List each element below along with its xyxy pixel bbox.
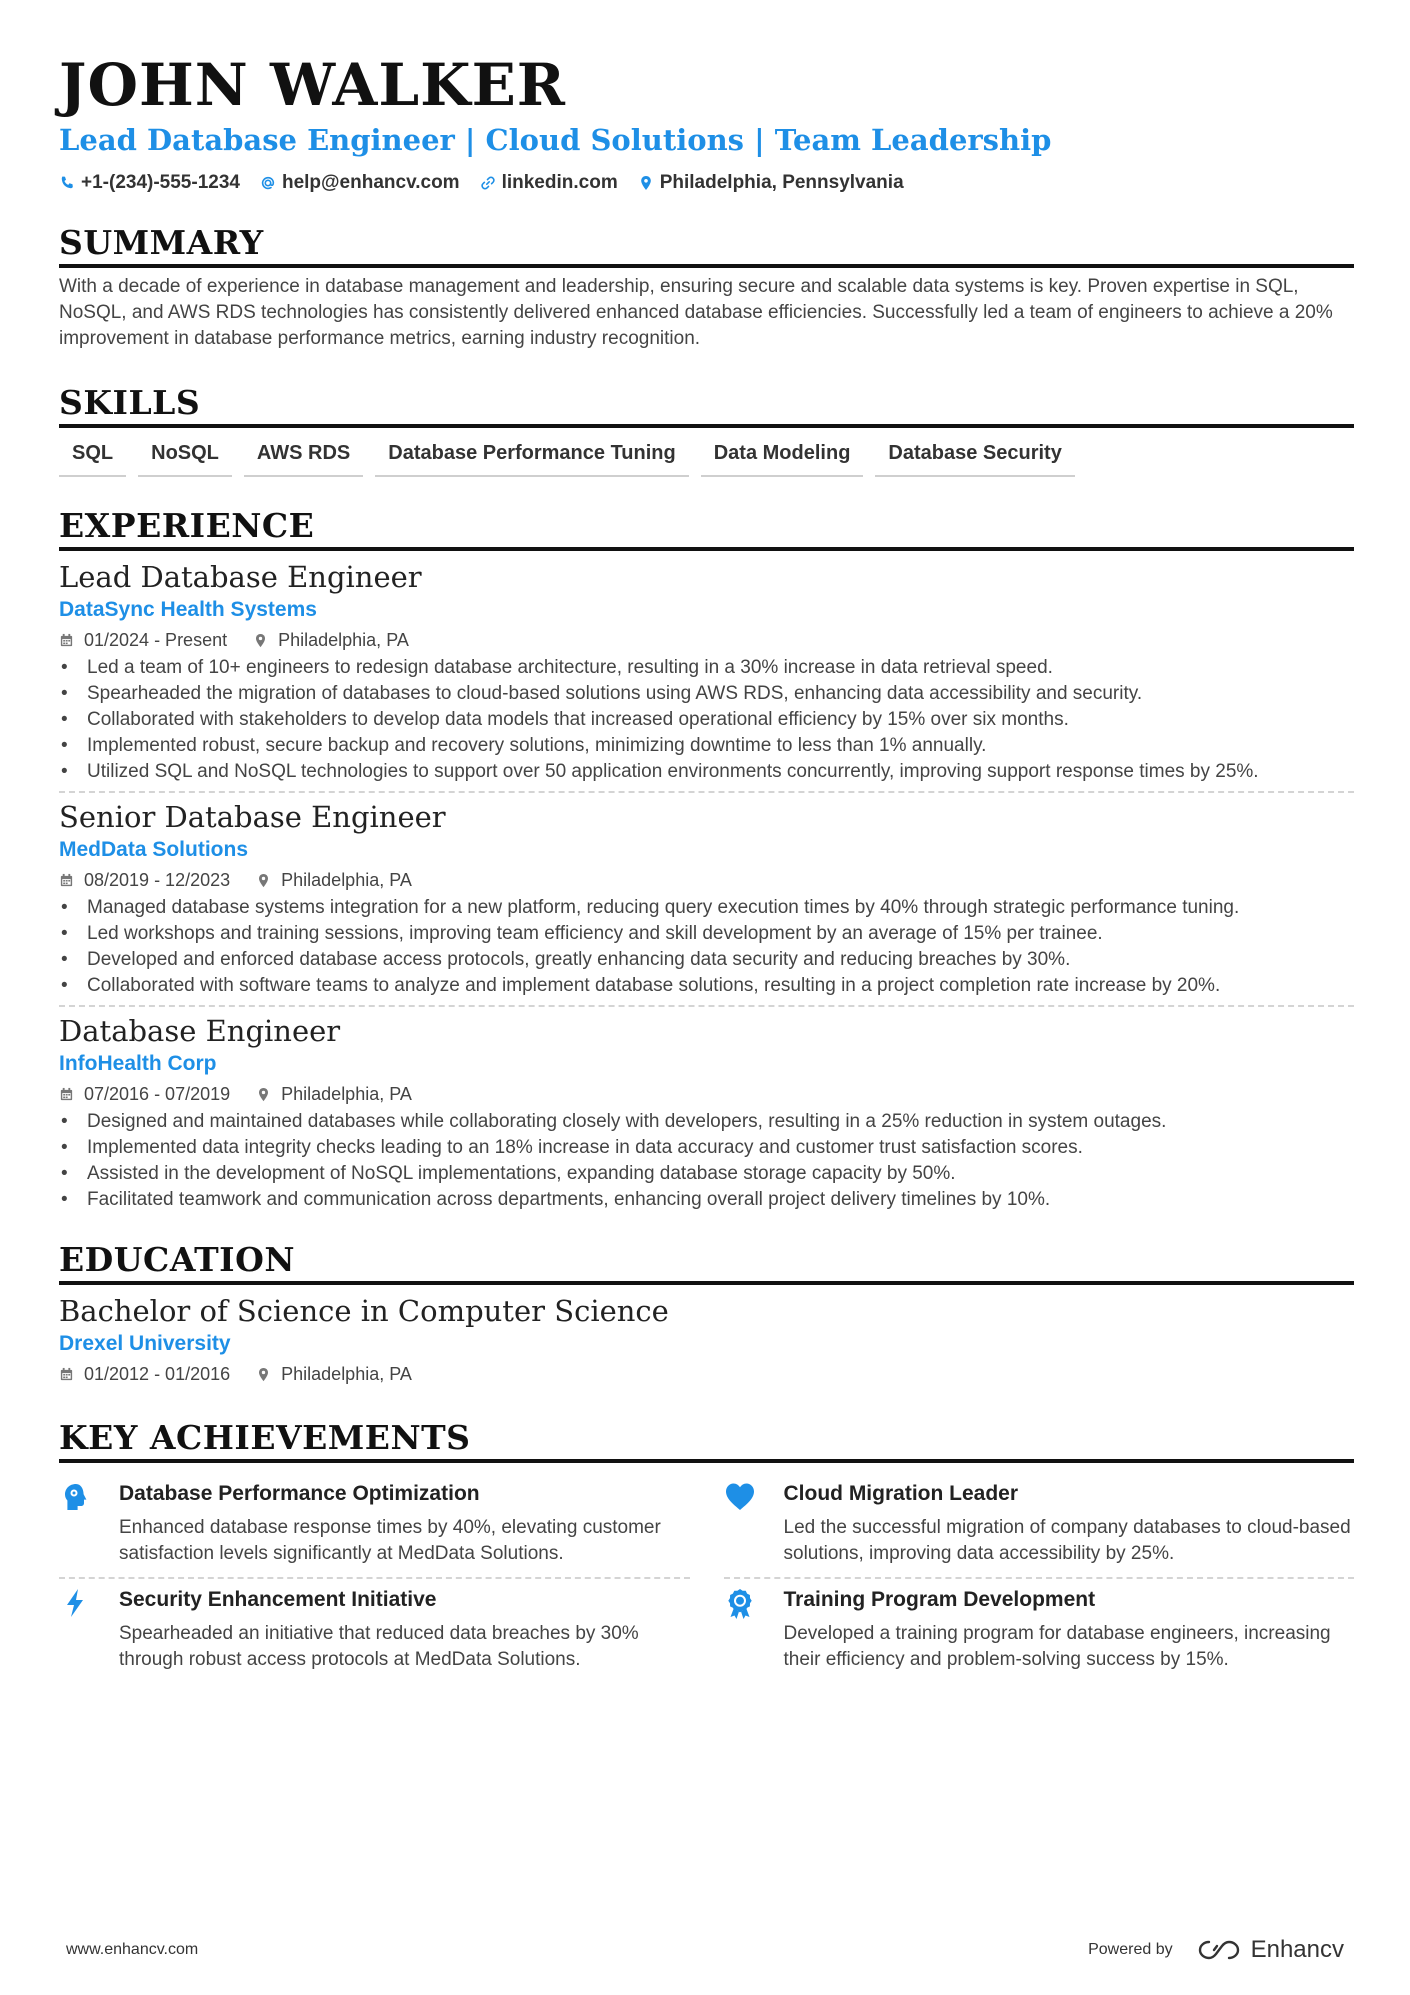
achievement-title: Training Program Development: [783, 1588, 1096, 1611]
skill-tag: NoSQL: [138, 442, 232, 477]
bullet-item: • Spearheaded the migration of databases to cloud-based solutions using AWS RDS, enhancing data accessibility and security.: [59, 681, 1354, 707]
job-meta: [59, 1081, 1354, 1107]
company-name: InfoHealth Corp: [59, 1052, 217, 1075]
location-pin-icon: [253, 633, 268, 648]
powered-by-label: Powered by: [1088, 1941, 1173, 1958]
job-location: Philadelphia, PA: [281, 870, 412, 890]
job-bullets: [59, 895, 1354, 999]
location-pin-icon: [256, 1367, 271, 1382]
job-location: Philadelphia, PA: [278, 630, 409, 650]
job-dates: 07/2016 - 07/2019: [84, 1084, 231, 1104]
job-dates: 01/2024 - Present: [84, 630, 228, 650]
job-bullets: [59, 655, 1354, 785]
achievement-title: Database Performance Optimization: [119, 1482, 480, 1505]
contact-row: [59, 170, 1354, 196]
education-location: Philadelphia, PA: [281, 1364, 412, 1384]
location-pin-icon: [256, 873, 271, 888]
summary-section: [59, 222, 1354, 352]
bullet-item: • Led a team of 10+ engineers to redesign database architecture, resulting in a 30% increase in data retrieval speed.: [59, 655, 1354, 681]
calendar-icon: [59, 1087, 74, 1102]
education-title: EDUCATION: [59, 1239, 1354, 1285]
bullet-item: • Led workshops and training sessions, improving team efficiency and skill development by an average of 15% per trainee.: [59, 921, 1354, 947]
job-location: Philadelphia, PA: [281, 1084, 412, 1104]
linkedin-text: linkedin.com: [501, 172, 618, 193]
achievement-item: [59, 1579, 690, 1683]
skills-list: [59, 442, 1354, 477]
experience-section: [59, 505, 1354, 1213]
contact-linkedin[interactable]: [480, 172, 618, 194]
achievements-grid: [59, 1473, 1354, 1683]
bullet-item: • Facilitated teamwork and communication across departments, enhancing overall project delivery timelines by 10%.: [59, 1187, 1354, 1213]
education-dates: 01/2012 - 01/2016: [84, 1364, 231, 1384]
calendar-icon: [59, 873, 74, 888]
award-icon: [724, 1587, 756, 1619]
footer-website[interactable]: www.enhancv.com: [66, 1941, 199, 1958]
candidate-name: JOHN WALKER: [59, 51, 567, 119]
brand-name: Enhancv: [1250, 1936, 1344, 1963]
enhancv-logo-icon: [1197, 1938, 1243, 1962]
job-meta: [59, 627, 1354, 653]
bullet-item: • Collaborated with stakeholders to develop data models that increased operational efficiency by 15% over six months.: [59, 707, 1354, 733]
summary-title: SUMMARY: [59, 222, 1354, 268]
bullet-item: • Assisted in the development of NoSQL implementations, expanding database storage capacity by 50%.: [59, 1161, 1354, 1187]
job-title: Database Engineer: [59, 1014, 341, 1048]
lightning-icon: [59, 1587, 91, 1619]
skill-tag: Data Modeling: [701, 442, 864, 477]
achievement-title: Cloud Migration Leader: [783, 1482, 1019, 1505]
phone-text: +1-(234)-555-1234: [81, 172, 240, 193]
job-title: Senior Database Engineer: [59, 800, 446, 834]
job-bullets: [59, 1109, 1354, 1213]
headline: Lead Database Engineer | Cloud Solutions | Team Leadership: [59, 123, 1052, 157]
brand-logo[interactable]: [1197, 1936, 1344, 1964]
powered-by: [1088, 1936, 1344, 1964]
bullet-item: • Managed database systems integration for a new platform, reducing query execution times by 40% through strategic performance tuning.: [59, 895, 1354, 921]
achievement-item: [724, 1473, 1355, 1579]
company-name: DataSync Health Systems: [59, 598, 317, 621]
job-entry: [59, 799, 1354, 999]
summary-text: With a decade of experience in database management and leadership, ensuring secure and scalable data systems is key. Proven expertise in SQL, NoSQL, and AWS RDS technologies has consistently delivered enhanced database efficiencies. Successfully led a team of engineers to achieve a 20% improvement in database performance metrics, earning industry recognition.: [59, 276, 1333, 349]
location-text: Philadelphia, Pennsylvania: [659, 172, 904, 193]
entry-divider: [59, 791, 1354, 793]
location-pin-icon: [638, 175, 654, 191]
skill-tag: AWS RDS: [244, 442, 363, 477]
job-entry: [59, 559, 1354, 785]
heart-icon: [724, 1481, 756, 1513]
link-icon: [480, 175, 496, 191]
skill-tag: Database Performance Tuning: [375, 442, 688, 477]
school-name: Drexel University: [59, 1332, 231, 1355]
bullet-item: • Implemented data integrity checks leading to an 18% increase in data accuracy and customer trust satisfaction scores.: [59, 1135, 1354, 1161]
bullet-item: • Utilized SQL and NoSQL technologies to support over 50 application environments concurrently, improving support response times by 25%.: [59, 759, 1354, 785]
education-entry: [59, 1293, 1354, 1387]
calendar-icon: [59, 1367, 74, 1382]
bullet-item: • Implemented robust, secure backup and recovery solutions, minimizing downtime to less than 1% annually.: [59, 733, 1354, 759]
entry-divider: [59, 1005, 1354, 1007]
location-pin-icon: [256, 1087, 271, 1102]
achievement-desc: Developed a training program for database engineers, increasing their efficiency and problem-solving success by 15%.: [783, 1623, 1331, 1670]
bullet-item: • Collaborated with software teams to analyze and implement database solutions, resulting in a project completion rate increase by 20%.: [59, 973, 1354, 999]
job-title: Lead Database Engineer: [59, 560, 422, 594]
phone-icon: [59, 175, 75, 191]
calendar-icon: [59, 633, 74, 648]
contact-location: [638, 172, 904, 194]
achievement-title: Security Enhancement Initiative: [119, 1588, 437, 1611]
job-meta: [59, 867, 1354, 893]
bullet-item: • Developed and enforced database access protocols, greatly enhancing data security and reducing breaches by 30%.: [59, 947, 1354, 973]
education-meta: [59, 1361, 1354, 1387]
page-footer: [66, 1936, 1344, 1964]
job-entry: [59, 1013, 1354, 1213]
job-dates: 08/2019 - 12/2023: [84, 870, 231, 890]
achievement-desc: Led the successful migration of company databases to cloud-based solutions, improving data accessibility by 25%.: [783, 1517, 1351, 1564]
skills-title: SKILLS: [59, 382, 1354, 428]
experience-title: EXPERIENCE: [59, 505, 1354, 551]
company-name: MedData Solutions: [59, 838, 249, 861]
bullet-item: • Designed and maintained databases while collaborating closely with developers, resulting in a 25% reduction in system outages.: [59, 1109, 1354, 1135]
resume-page: [59, 50, 1354, 1683]
achievement-desc: Spearheaded an initiative that reduced data breaches by 30% through robust access protocols at MedData Solutions.: [119, 1623, 639, 1670]
contact-email[interactable]: [260, 172, 460, 194]
achievement-item: [724, 1579, 1355, 1683]
email-text: help@enhancv.com: [281, 172, 460, 193]
achievement-item: [59, 1473, 690, 1579]
achievements-section: [59, 1417, 1354, 1683]
skill-tag: SQL: [59, 442, 126, 477]
degree-title: Bachelor of Science in Computer Science: [59, 1294, 669, 1328]
achievements-title: KEY ACHIEVEMENTS: [59, 1417, 1354, 1463]
skill-tag: Database Security: [875, 442, 1074, 477]
at-icon: [260, 175, 276, 191]
education-section: [59, 1239, 1354, 1387]
head-icon: [59, 1481, 91, 1513]
contact-phone[interactable]: [59, 172, 240, 194]
skills-section: [59, 382, 1354, 477]
achievement-desc: Enhanced database response times by 40%, elevating customer satisfaction levels significantly at MedData Solutions.: [119, 1517, 661, 1564]
